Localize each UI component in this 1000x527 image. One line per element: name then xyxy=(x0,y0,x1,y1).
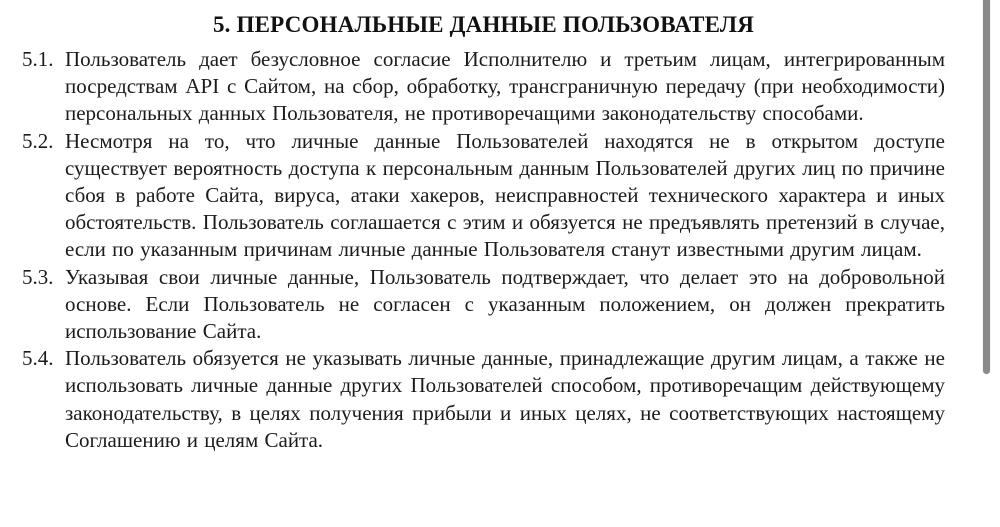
section-title: 5. ПЕРСОНАЛЬНЫЕ ДАННЫЕ ПОЛЬЗОВАТЕЛЯ xyxy=(212,12,755,37)
clause-text: Несмотря на то, что личные данные Пользователей находятся не в открытом доступе существует вероятность доступа к персональным данным Пользователей других лиц по причине сбоя в работе Сайта, вируса, атаки хакеров, неисправностей технического характера и иных обстоятельств. Пользователь соглашается с этим и обязуется не предъявлять претензий в случае, если по указанным причинам личные данные Пользователя станут известными другим лицам. xyxy=(65,128,945,262)
clause-number: 5.3. xyxy=(22,264,54,289)
clause-number: 5.1. xyxy=(22,47,54,71)
clause-number: 5.4. xyxy=(22,346,54,371)
scrollbar-thumb[interactable] xyxy=(983,0,990,374)
clause-5-1 xyxy=(22,46,945,128)
clause-5-4 xyxy=(22,345,945,454)
clause-number: 5.2. xyxy=(22,128,54,153)
clause-text: Пользователь обязуется не указывать личные данные, принадлежащие другим лицам, а также не использовать личные данные других Пользователей способом, противоречащим действующему законодательству, в целях получения прибыли и иных целях, не соответствующих настоящему Соглашению и целям Сайта. xyxy=(65,346,945,452)
clause-5-3 xyxy=(22,264,945,346)
clause-5-2 xyxy=(22,128,945,264)
document-page xyxy=(22,10,945,454)
clause-text: Указывая свои личные данные, Пользователь подтверждает, что делает это на добровольной основе. Если Пользователь не согласен с указанным положением, он должен прекратить использование Сайта. xyxy=(65,264,945,344)
clause-text: Пользователь дает безусловное согласие Исполнителю и третьим лицам, интегрированным посредствам API с Сайтом, на сбор, обработку, трансграничную передачу (при необходимости) персональных данных Пользователя, не противоречащими законодательству способами. xyxy=(65,47,945,126)
